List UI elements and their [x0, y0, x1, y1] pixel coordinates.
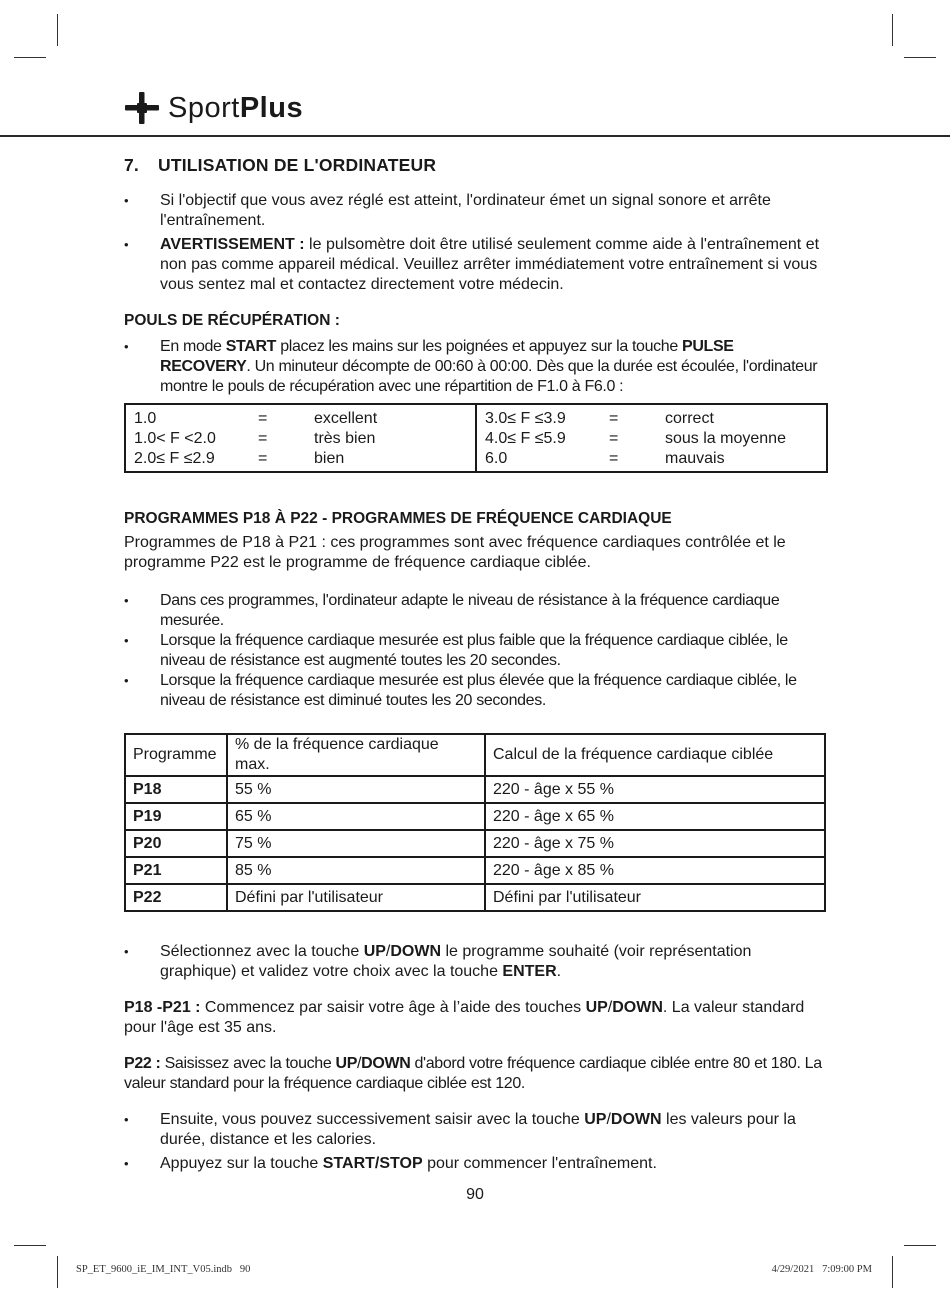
footer-timestamp: 4/29/2021 7:09:00 PM	[771, 1264, 872, 1275]
grade-label: bien	[314, 450, 345, 467]
p22-paragraph	[124, 1054, 826, 1094]
crop-mark-bottom-right	[892, 1256, 893, 1288]
formula-cell: Défini par l'utilisateur	[485, 884, 825, 911]
crop-mark-top-right	[892, 14, 893, 46]
percent-cell: 85 %	[227, 857, 485, 884]
key-down: DOWN	[361, 1055, 411, 1072]
program-cell: P21	[125, 857, 227, 884]
key-start: START	[225, 338, 277, 355]
page-content	[124, 155, 826, 1178]
final-bullets	[124, 1110, 826, 1174]
formula-cell: 220 - âge x 85 %	[485, 857, 825, 884]
grade-label: excellent	[314, 410, 378, 427]
bullet-text: Si l'objectif que vous avez réglé est atteint, l'ordinateur émet un signal sonore et arrête l'entraînement.	[160, 192, 771, 229]
grade-label: mauvais	[665, 450, 725, 467]
text: . Un minuteur décompte de 00:60 à 00:00. Dès que la durée est écoulée, l'ordinateur montre le pouls de récupération avec une répartition de F1.0 à F6.0 :	[160, 358, 818, 395]
grade-range: 2.0≤ F ≤2.9	[134, 450, 215, 467]
section-number: 7.	[124, 155, 139, 175]
grade-label: correct	[665, 410, 714, 427]
page-number: 90	[466, 1186, 484, 1203]
column-header: Programme	[125, 734, 227, 776]
key-up: UP	[363, 943, 386, 960]
p18-p21-paragraph	[124, 998, 826, 1038]
slash: /	[385, 943, 391, 960]
grade-row	[134, 449, 467, 469]
text: . La valeur standard pour l'âge est 35 ans.	[124, 999, 805, 1036]
program-label: P22 :	[124, 1055, 161, 1072]
table-row	[125, 830, 825, 857]
grade-equals: =	[609, 410, 619, 427]
footer-file-info: SP_ET_9600_iE_IM_INT_V05.indb 90	[76, 1264, 251, 1275]
programs-intro: Programmes de P18 à P21 : ces programmes sont avec fréquence cardiaques contrôlée et le programme P22 est le programme de fréquence cardiaque ciblée.	[124, 534, 786, 571]
header-rule	[0, 135, 950, 137]
grade-equals: =	[258, 450, 268, 467]
recovery-grade-right	[475, 405, 826, 471]
grade-label: très bien	[314, 430, 376, 447]
text: les valeurs pour la durée, distance et les calories.	[160, 1111, 796, 1148]
recovery-grade-left	[126, 405, 475, 471]
slash: /	[357, 1055, 362, 1072]
brand-wordmark	[168, 92, 303, 125]
text: le programme souhaité (voir représentation graphique) et validez votre choix avec la touche	[160, 943, 752, 980]
table-row	[125, 803, 825, 830]
final-bullet-values	[124, 1110, 826, 1150]
grade-row	[485, 409, 818, 429]
program-range-label: P18 -P21 :	[124, 999, 201, 1016]
grade-range: 4.0≤ F ≤5.9	[485, 430, 566, 447]
final-bullet-start	[124, 1154, 826, 1174]
warning-label: AVERTISSEMENT :	[160, 236, 305, 253]
recovery-heading: POULS DE RÉCUPÉRATION :	[124, 312, 340, 329]
percent-cell: Défini par l'utilisateur	[227, 884, 485, 911]
text: En mode	[160, 338, 226, 355]
brand-logo	[124, 88, 303, 128]
crop-mark-bottom-left	[14, 1245, 46, 1246]
key-up: UP	[335, 1055, 358, 1072]
formula-cell: 220 - âge x 65 %	[485, 803, 825, 830]
select-bullet	[124, 942, 826, 982]
bullet-text: le pulsomètre doit être utilisé seulement comme aide à l'entraînement et non pas comme appareil médical. Veuillez arrêter immédiatement votre entraînement si vous vous sentez mal et contactez directement votre médecin.	[160, 236, 820, 293]
brand-light: Sport	[168, 91, 240, 124]
table-row	[125, 776, 825, 803]
crop-mark-bottom-right	[904, 1245, 936, 1246]
key-pulse-recovery: PULSE RECOVERY	[160, 338, 734, 375]
programs-bullet	[124, 631, 826, 671]
percent-cell: 75 %	[227, 830, 485, 857]
programs-bullet	[124, 671, 826, 711]
text: Ensuite, vous pouvez successivement saisir avec la touche	[160, 1111, 585, 1128]
text: pour commencer l'entraînement.	[422, 1155, 657, 1172]
program-cell: P18	[125, 776, 227, 803]
key-down: DOWN	[612, 999, 663, 1016]
text: Sélectionnez avec la touche	[160, 943, 364, 960]
grade-range: 1.0< F <2.0	[134, 430, 216, 447]
slash: /	[607, 999, 613, 1016]
bullet-text: Lorsque la fréquence cardiaque mesurée est plus faible que la fréquence cardiaque ciblée, le niveau de résistance est augmenté toutes les 20 secondes.	[160, 632, 788, 669]
key-down: DOWN	[610, 1111, 662, 1128]
text: Commencez par saisir votre âge à l’aide des touches	[200, 999, 586, 1016]
programs-heading: PROGRAMMES P18 À P22 - PROGRAMMES DE FRÉQUENCE CARDIAQUE	[124, 510, 672, 527]
programs-bullets	[124, 591, 826, 711]
intro-bullets	[124, 191, 826, 295]
key-start-stop: START/STOP	[322, 1155, 423, 1172]
grade-row	[134, 429, 467, 449]
grade-row	[485, 429, 818, 449]
intro-bullet-goal	[124, 191, 826, 231]
recovery-bullet	[124, 337, 826, 397]
select-bullets	[124, 942, 826, 982]
programs-table	[124, 733, 826, 912]
section-title	[124, 155, 826, 175]
grade-range: 1.0	[134, 410, 157, 427]
text: d'abord votre fréquence cardiaque ciblée entre 80 et 180. La valeur standard pour la fréquence cardiaque ciblée est 120.	[124, 1055, 822, 1092]
key-up: UP	[585, 999, 608, 1016]
crop-mark-top-left	[14, 57, 46, 58]
recovery-bullets	[124, 337, 826, 397]
programs-bullet	[124, 591, 826, 631]
bullet-text: Dans ces programmes, l'ordinateur adapte le niveau de résistance à la fréquence cardiaque mesurée.	[160, 592, 780, 629]
section-title-text: UTILISATION DE L'ORDINATEUR	[158, 155, 437, 175]
percent-cell: 55 %	[227, 776, 485, 803]
column-header: Calcul de la fréquence cardiaque ciblée	[485, 734, 825, 776]
grade-equals: =	[258, 430, 268, 447]
brand-bold: Plus	[239, 91, 304, 124]
grade-equals: =	[609, 450, 619, 467]
formula-cell: 220 - âge x 75 %	[485, 830, 825, 857]
text: .	[556, 963, 562, 980]
grade-equals: =	[609, 430, 619, 447]
grade-row	[485, 449, 818, 469]
grade-label: sous la moyenne	[665, 430, 786, 447]
table-header-row	[125, 734, 825, 776]
recovery-grade-table	[124, 403, 828, 473]
crop-mark-bottom-left	[57, 1256, 58, 1288]
table-row	[125, 884, 825, 911]
formula-cell: 220 - âge x 55 %	[485, 776, 825, 803]
text: placez les mains sur les poignées et appuyez sur la touche	[276, 338, 683, 355]
crop-mark-top-right	[904, 57, 936, 58]
column-header: % de la fréquence cardiaque max.	[227, 734, 485, 776]
percent-cell: 65 %	[227, 803, 485, 830]
grade-range: 6.0	[485, 450, 508, 467]
text: Saisissez avec la touche	[160, 1055, 336, 1072]
program-cell: P19	[125, 803, 227, 830]
text: Appuyez sur la touche	[160, 1155, 323, 1172]
crop-mark-top-left	[57, 14, 58, 46]
key-down: DOWN	[390, 943, 442, 960]
key-enter: ENTER	[502, 963, 557, 980]
program-cell: P20	[125, 830, 227, 857]
key-up: UP	[584, 1111, 607, 1128]
bullet-text: Lorsque la fréquence cardiaque mesurée est plus élevée que la fréquence cardiaque ciblée, le niveau de résistance est diminué toutes les 20 secondes.	[160, 672, 797, 709]
grade-range: 3.0≤ F ≤3.9	[485, 410, 566, 427]
grade-equals: =	[258, 410, 268, 427]
intro-bullet-warning	[124, 235, 826, 295]
program-cell: P22	[125, 884, 227, 911]
slash: /	[606, 1111, 611, 1128]
table-row	[125, 857, 825, 884]
sportplus-logo-icon	[124, 90, 160, 126]
grade-row	[134, 409, 467, 429]
